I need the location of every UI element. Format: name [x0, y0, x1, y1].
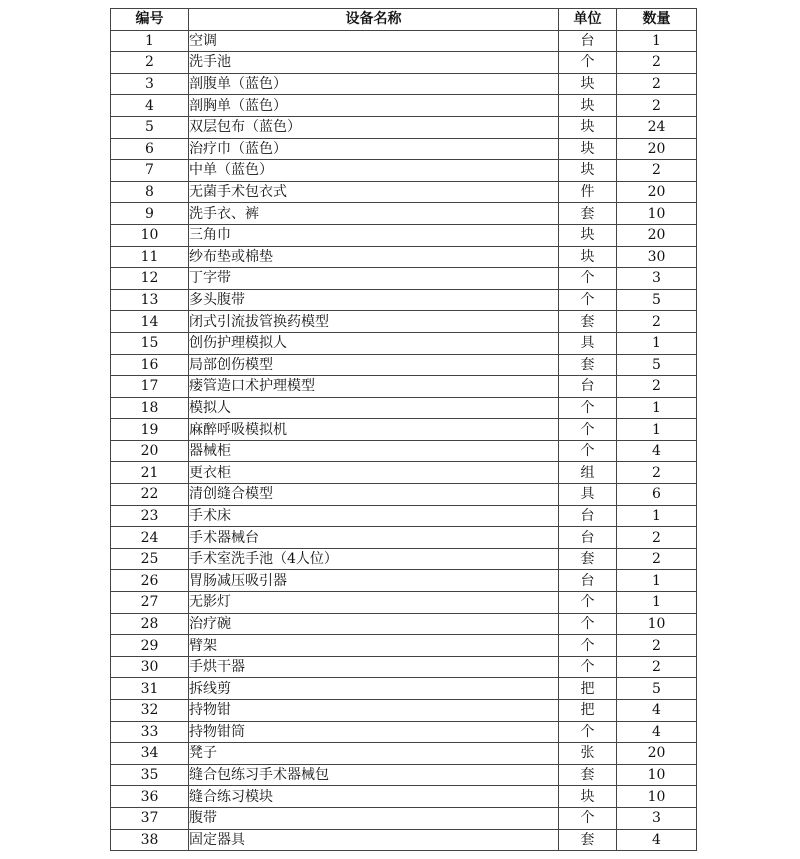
cell-no: 5	[111, 116, 189, 138]
cell-qty: 3	[617, 268, 697, 290]
cell-unit: 台	[559, 376, 617, 398]
table-row	[111, 440, 697, 462]
cell-no: 1	[111, 30, 189, 52]
cell-name: 腹带	[189, 807, 559, 829]
cell-qty: 2	[617, 52, 697, 74]
cell-unit: 块	[559, 73, 617, 95]
cell-qty: 10	[617, 764, 697, 786]
cell-name: 纱布垫或棉垫	[189, 246, 559, 268]
cell-no: 10	[111, 224, 189, 246]
cell-no: 13	[111, 289, 189, 311]
cell-no: 32	[111, 700, 189, 722]
cell-unit: 套	[559, 354, 617, 376]
cell-name: 持物钳筒	[189, 721, 559, 743]
cell-name: 无影灯	[189, 592, 559, 614]
table-row	[111, 764, 697, 786]
cell-name: 模拟人	[189, 397, 559, 419]
cell-name: 缝合练习模块	[189, 786, 559, 808]
table-row	[111, 592, 697, 614]
cell-name: 洗手衣、裤	[189, 203, 559, 225]
cell-qty: 20	[617, 743, 697, 765]
cell-qty: 4	[617, 440, 697, 462]
cell-unit: 套	[559, 203, 617, 225]
cell-name: 洗手池	[189, 52, 559, 74]
cell-unit: 套	[559, 764, 617, 786]
cell-unit: 台	[559, 505, 617, 527]
table-body	[111, 30, 697, 851]
cell-no: 38	[111, 829, 189, 851]
cell-no: 11	[111, 246, 189, 268]
cell-no: 7	[111, 160, 189, 182]
cell-name: 清创缝合模型	[189, 484, 559, 506]
cell-qty: 1	[617, 505, 697, 527]
cell-name: 空调	[189, 30, 559, 52]
cell-no: 9	[111, 203, 189, 225]
cell-unit: 组	[559, 462, 617, 484]
cell-name: 胃肠减压吸引器	[189, 570, 559, 592]
cell-unit: 块	[559, 138, 617, 160]
cell-unit: 块	[559, 786, 617, 808]
cell-no: 6	[111, 138, 189, 160]
cell-qty: 4	[617, 700, 697, 722]
cell-unit: 件	[559, 181, 617, 203]
table-row	[111, 30, 697, 52]
header-no: 编号	[111, 9, 189, 31]
cell-no: 25	[111, 548, 189, 570]
cell-qty: 2	[617, 311, 697, 333]
table-row	[111, 484, 697, 506]
cell-qty: 1	[617, 570, 697, 592]
table-row	[111, 354, 697, 376]
equipment-table	[110, 8, 697, 851]
cell-name: 器械柜	[189, 440, 559, 462]
cell-no: 26	[111, 570, 189, 592]
table-row	[111, 462, 697, 484]
table-row	[111, 52, 697, 74]
cell-name: 瘘管造口术护理模型	[189, 376, 559, 398]
cell-unit: 个	[559, 807, 617, 829]
table-row	[111, 721, 697, 743]
cell-unit: 个	[559, 635, 617, 657]
cell-unit: 具	[559, 332, 617, 354]
cell-name: 创伤护理模拟人	[189, 332, 559, 354]
cell-qty: 3	[617, 807, 697, 829]
cell-unit: 台	[559, 570, 617, 592]
cell-qty: 2	[617, 548, 697, 570]
cell-qty: 1	[617, 332, 697, 354]
header-unit: 单位	[559, 9, 617, 31]
cell-unit: 块	[559, 224, 617, 246]
cell-name: 丁字带	[189, 268, 559, 290]
cell-name: 治疗巾（蓝色）	[189, 138, 559, 160]
table-row	[111, 419, 697, 441]
cell-qty: 20	[617, 224, 697, 246]
table-row	[111, 613, 697, 635]
cell-name: 双层包布（蓝色）	[189, 116, 559, 138]
cell-unit: 个	[559, 289, 617, 311]
cell-unit: 套	[559, 829, 617, 851]
cell-no: 4	[111, 95, 189, 117]
table-row	[111, 505, 697, 527]
cell-unit: 台	[559, 527, 617, 549]
cell-qty: 4	[617, 829, 697, 851]
cell-qty: 2	[617, 376, 697, 398]
table-row	[111, 656, 697, 678]
cell-unit: 块	[559, 95, 617, 117]
cell-unit: 套	[559, 548, 617, 570]
cell-no: 15	[111, 332, 189, 354]
cell-qty: 20	[617, 181, 697, 203]
cell-name: 固定器具	[189, 829, 559, 851]
table-row	[111, 635, 697, 657]
cell-no: 21	[111, 462, 189, 484]
cell-no: 12	[111, 268, 189, 290]
table-row	[111, 570, 697, 592]
table-row	[111, 829, 697, 851]
cell-unit: 个	[559, 656, 617, 678]
cell-name: 手术器械台	[189, 527, 559, 549]
cell-qty: 1	[617, 397, 697, 419]
cell-qty: 5	[617, 354, 697, 376]
table-row	[111, 116, 697, 138]
table-row	[111, 268, 697, 290]
table-row	[111, 743, 697, 765]
cell-name: 治疗碗	[189, 613, 559, 635]
cell-unit: 把	[559, 678, 617, 700]
table-row	[111, 160, 697, 182]
table-row	[111, 246, 697, 268]
cell-name: 无菌手术包衣式	[189, 181, 559, 203]
cell-no: 3	[111, 73, 189, 95]
table-row	[111, 807, 697, 829]
cell-no: 36	[111, 786, 189, 808]
cell-no: 30	[111, 656, 189, 678]
cell-name: 局部创伤模型	[189, 354, 559, 376]
table-row	[111, 527, 697, 549]
cell-unit: 块	[559, 160, 617, 182]
table-row	[111, 376, 697, 398]
cell-unit: 个	[559, 613, 617, 635]
cell-qty: 10	[617, 203, 697, 225]
cell-no: 16	[111, 354, 189, 376]
cell-qty: 2	[617, 160, 697, 182]
cell-unit: 块	[559, 246, 617, 268]
cell-name: 手术室洗手池（4人位）	[189, 548, 559, 570]
cell-qty: 2	[617, 635, 697, 657]
cell-name: 臂架	[189, 635, 559, 657]
cell-name: 更衣柜	[189, 462, 559, 484]
cell-unit: 个	[559, 440, 617, 462]
cell-qty: 5	[617, 289, 697, 311]
cell-name: 手烘干器	[189, 656, 559, 678]
cell-no: 18	[111, 397, 189, 419]
cell-qty: 1	[617, 30, 697, 52]
cell-unit: 个	[559, 419, 617, 441]
cell-qty: 2	[617, 73, 697, 95]
cell-name: 持物钳	[189, 700, 559, 722]
cell-no: 22	[111, 484, 189, 506]
cell-qty: 5	[617, 678, 697, 700]
cell-unit: 个	[559, 592, 617, 614]
header-qty: 数量	[617, 9, 697, 31]
cell-no: 2	[111, 52, 189, 74]
cell-name: 麻醉呼吸模拟机	[189, 419, 559, 441]
cell-name: 拆线剪	[189, 678, 559, 700]
cell-no: 34	[111, 743, 189, 765]
table-row	[111, 700, 697, 722]
cell-name: 闭式引流拔管换药模型	[189, 311, 559, 333]
table-row	[111, 138, 697, 160]
cell-unit: 个	[559, 268, 617, 290]
cell-unit: 张	[559, 743, 617, 765]
table-row	[111, 289, 697, 311]
table-row	[111, 95, 697, 117]
cell-name: 三角巾	[189, 224, 559, 246]
cell-no: 14	[111, 311, 189, 333]
cell-no: 29	[111, 635, 189, 657]
cell-qty: 2	[617, 656, 697, 678]
table-row	[111, 332, 697, 354]
cell-unit: 套	[559, 311, 617, 333]
table-row	[111, 786, 697, 808]
cell-qty: 2	[617, 462, 697, 484]
cell-qty: 30	[617, 246, 697, 268]
table-row	[111, 678, 697, 700]
table-row	[111, 311, 697, 333]
table-header-row	[111, 9, 697, 31]
cell-unit: 块	[559, 116, 617, 138]
cell-unit: 具	[559, 484, 617, 506]
cell-qty: 10	[617, 613, 697, 635]
cell-no: 28	[111, 613, 189, 635]
cell-no: 20	[111, 440, 189, 462]
cell-name: 凳子	[189, 743, 559, 765]
table-row	[111, 224, 697, 246]
cell-name: 手术床	[189, 505, 559, 527]
cell-qty: 1	[617, 592, 697, 614]
cell-no: 19	[111, 419, 189, 441]
cell-no: 31	[111, 678, 189, 700]
cell-unit: 个	[559, 397, 617, 419]
cell-qty: 2	[617, 527, 697, 549]
cell-unit: 台	[559, 30, 617, 52]
cell-unit: 把	[559, 700, 617, 722]
cell-no: 37	[111, 807, 189, 829]
cell-name: 多头腹带	[189, 289, 559, 311]
table-row	[111, 548, 697, 570]
cell-no: 24	[111, 527, 189, 549]
cell-qty: 24	[617, 116, 697, 138]
cell-qty: 4	[617, 721, 697, 743]
table-row	[111, 397, 697, 419]
cell-qty: 20	[617, 138, 697, 160]
header-name: 设备名称	[189, 9, 559, 31]
cell-no: 8	[111, 181, 189, 203]
table-row	[111, 203, 697, 225]
cell-no: 17	[111, 376, 189, 398]
cell-no: 27	[111, 592, 189, 614]
cell-no: 35	[111, 764, 189, 786]
cell-qty: 6	[617, 484, 697, 506]
cell-name: 中单（蓝色）	[189, 160, 559, 182]
cell-unit: 个	[559, 52, 617, 74]
cell-name: 剖胸单（蓝色）	[189, 95, 559, 117]
cell-no: 23	[111, 505, 189, 527]
table-row	[111, 181, 697, 203]
cell-qty: 1	[617, 419, 697, 441]
cell-unit: 个	[559, 721, 617, 743]
cell-name: 剖腹单（蓝色）	[189, 73, 559, 95]
cell-qty: 2	[617, 95, 697, 117]
table-row	[111, 73, 697, 95]
cell-qty: 10	[617, 786, 697, 808]
cell-no: 33	[111, 721, 189, 743]
cell-name: 缝合包练习手术器械包	[189, 764, 559, 786]
